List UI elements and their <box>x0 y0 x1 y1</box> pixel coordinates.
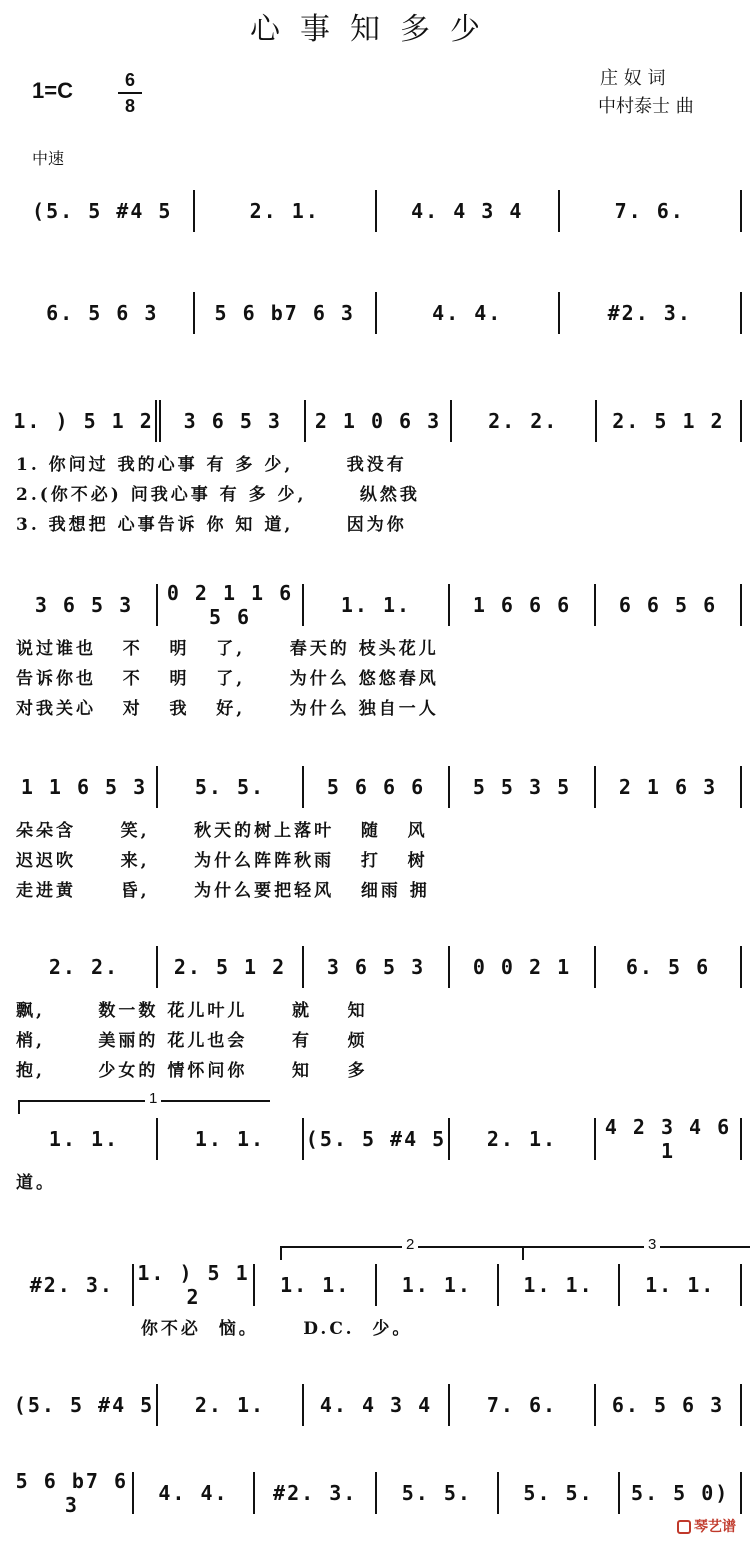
bar-line <box>740 1384 742 1426</box>
measure: 2. 2. <box>488 409 559 433</box>
watermark-text: 琴艺谱 <box>694 1519 736 1535</box>
bar-line <box>740 190 742 232</box>
measure: 1. 1. <box>340 593 412 617</box>
measure: 2. 1. <box>194 1393 266 1417</box>
lyric-line: 朵朵含 笑, 秋天的树上落叶 随 风 <box>16 821 428 841</box>
measure: 5. 5 0) <box>631 1481 730 1505</box>
key-signature: 1=C <box>32 78 73 103</box>
measure: 1 1 6 5 3 <box>20 775 148 799</box>
volta-bracket <box>280 1236 522 1260</box>
bar-line <box>740 292 742 334</box>
measure: 4. 4. <box>158 1481 229 1505</box>
notation-system <box>12 1382 742 1428</box>
measure: 6. 5 6 3 <box>611 1393 725 1417</box>
measure: 0 0 2 1 <box>472 955 572 979</box>
measure: 3 6 5 3 <box>34 593 134 617</box>
measure: #2. 3. <box>607 301 692 325</box>
measure: 1. 1. <box>194 1127 266 1151</box>
measure: 5 5 3 5 <box>472 775 572 799</box>
measure: 1. 1. <box>401 1273 472 1297</box>
measure: 2 1 0 6 3 <box>314 409 442 433</box>
measure: 2 1 6 3 <box>618 775 718 799</box>
measure: 2. 1. <box>249 199 320 223</box>
measure: 1. ) 5 1 2 <box>137 1261 250 1309</box>
watermark-icon <box>677 1520 691 1534</box>
lyric-line: 说过谁也 不 明 了, 春天的 枝头花儿 <box>16 639 439 659</box>
measure: 6. 5 6 <box>625 955 711 979</box>
measure: 4. 4 3 4 <box>319 1393 433 1417</box>
measure: 5 6 b7 6 3 <box>15 1469 128 1517</box>
lyric-line: 你不必 恼。 D.C. 少。 <box>16 1319 413 1339</box>
lyric-line: 迟迟吹 来, 为什么阵阵秋雨 打 树 <box>16 851 428 871</box>
bar-line <box>740 1472 742 1514</box>
notation-system <box>12 944 742 990</box>
measure: 1. 1. <box>645 1273 716 1297</box>
measure: #2. 3. <box>29 1273 114 1297</box>
measure: 1. 1. <box>523 1273 594 1297</box>
bar-line <box>740 584 742 626</box>
tempo-marking: 中速 <box>32 149 65 168</box>
volta-number: 2 <box>402 1236 418 1253</box>
measure: 2. 5 1 2 <box>173 955 287 979</box>
notation-system <box>12 398 742 444</box>
lyric-line: 3. 我想把 心事告诉 你 知 道, 因为你 <box>16 515 407 535</box>
measure: 4 2 3 4 6 1 <box>604 1115 732 1163</box>
lyric-line: 1. 你问过 我的心事 有 多 少, 我没有 <box>16 455 407 475</box>
measure: 1 6 6 6 <box>472 593 572 617</box>
notation-system <box>12 188 742 234</box>
lyric-line: 道。 <box>16 1173 56 1193</box>
bar-line <box>740 766 742 808</box>
measure: 1. 1. <box>48 1127 120 1151</box>
measure: 4. 4. <box>432 301 503 325</box>
measure: 2. 5 1 2 <box>612 409 725 433</box>
lyric-line: 抱, 少女的 情怀问你 知 多 <box>16 1061 368 1081</box>
notation-system <box>12 1470 742 1516</box>
measure: 2. 1. <box>486 1127 558 1151</box>
notation-system <box>12 290 742 336</box>
measure: 6 6 5 6 <box>618 593 718 617</box>
time-bottom: 8 <box>124 96 135 116</box>
measure: 4. 4 3 4 <box>411 199 524 223</box>
measure: (5. 5 #4 5 <box>13 1393 155 1417</box>
lyric-line: 2.(你不必) 问我心事 有 多 少, 纵然我 <box>16 485 420 505</box>
measure: 5. 5. <box>401 1481 472 1505</box>
song-title: 心事知多少 <box>250 12 500 47</box>
measure: 5 6 6 6 <box>326 775 426 799</box>
time-signature <box>118 70 142 116</box>
measure: 3 6 5 3 <box>183 409 282 433</box>
measure: 1. 1. <box>280 1273 351 1297</box>
time-top: 6 <box>124 70 135 90</box>
measure: 5. 5. <box>523 1481 594 1505</box>
measure: 7. 6. <box>486 1393 558 1417</box>
notation-system <box>12 764 742 810</box>
notation-system <box>12 1262 742 1308</box>
measure: 2. 2. <box>48 955 120 979</box>
measure: 5 6 b7 6 3 <box>214 301 355 325</box>
lyric-line: 告诉你也 不 明 了, 为什么 悠悠春风 <box>16 669 439 689</box>
notation-system <box>12 582 742 628</box>
volta-bracket <box>522 1236 750 1260</box>
volta-number: 3 <box>644 1236 660 1253</box>
measure: #2. 3. <box>273 1481 358 1505</box>
volta-bracket <box>18 1090 270 1114</box>
lyric-line: 梢, 美丽的 花儿也会 有 烦 <box>16 1031 368 1051</box>
bar-line <box>740 400 742 442</box>
volta-number: 1 <box>145 1090 161 1107</box>
composer-credit: 中村泰士 曲 <box>598 96 694 117</box>
lyric-line: 对我关心 对 我 好, 为什么 独自一人 <box>16 699 439 719</box>
measure: 6. 5 6 3 <box>46 301 159 325</box>
measure: 7. 6. <box>614 199 685 223</box>
measure: 3 6 5 3 <box>326 955 426 979</box>
measure: 5. 5. <box>194 775 266 799</box>
watermark <box>677 1516 736 1536</box>
notation-system <box>12 1116 742 1162</box>
lyricist-credit: 庄 奴 词 <box>600 68 666 89</box>
bar-line <box>740 946 742 988</box>
lyric-line: 走进黄 昏, 为什么要把轻风 细雨 拥 <box>16 881 430 901</box>
measure: (5. 5 #4 5 <box>305 1127 447 1151</box>
bar-line <box>740 1118 742 1160</box>
bar-line <box>740 1264 742 1306</box>
measure: (5. 5 #4 5 <box>32 199 173 223</box>
lyric-line: 飘, 数一数 花儿叶儿 就 知 <box>16 1001 368 1021</box>
measure: 0 2 1 1 6 5 6 <box>166 581 294 629</box>
measure: 1. ) 5 1 2 <box>13 409 154 433</box>
